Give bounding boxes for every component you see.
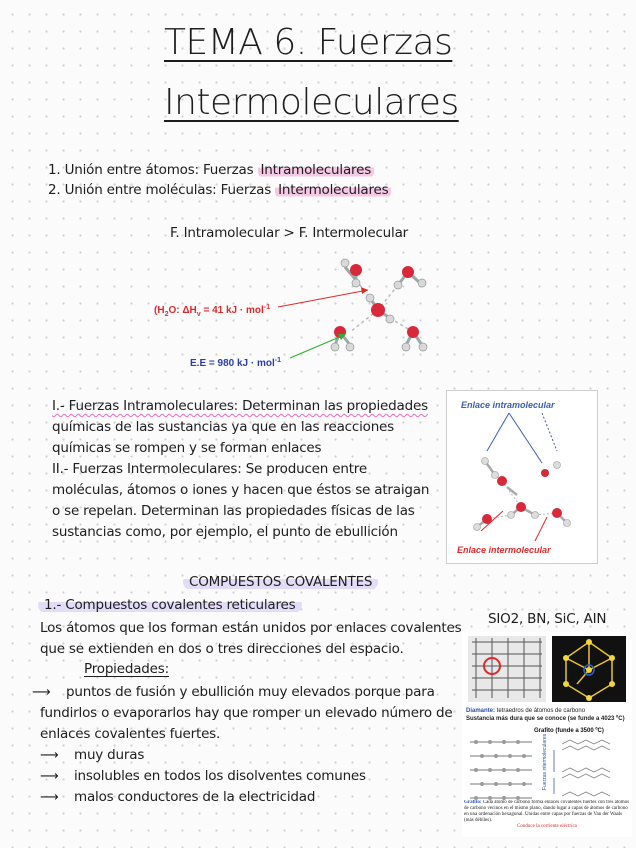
def-line-5: moléculas, átomos o iones y hacen que éstos se atraigan xyxy=(52,482,430,498)
property-2 xyxy=(40,747,144,763)
def-line-4: II.- Fuerzas Intermoleculares: Se producen entre xyxy=(52,461,367,477)
properties-heading xyxy=(84,661,169,677)
intro-item-2-text: 2. Unión entre moléculas: Fuerzas xyxy=(48,182,276,198)
section-heading-text: COMPUESTOS COVALENTES xyxy=(183,574,378,590)
graphite-header: Grafito (funde a 3500 ºC) xyxy=(534,728,604,734)
examples-list: SIO2, BN, SiC, AIN xyxy=(488,611,607,627)
def-line-1 xyxy=(52,398,428,414)
bond-types-figure xyxy=(446,390,598,564)
covalent-desc-2: que se extienden en dos o tres direcciones del espacio. xyxy=(40,641,404,657)
property-2-text: muy duras xyxy=(74,747,145,763)
arrow-icon: ⟶ xyxy=(40,748,59,763)
intro-item-2-highlight: Intermoleculares xyxy=(275,182,391,198)
def-line-7: sustancias como, por ejemplo, el punto de ebullición xyxy=(52,524,398,540)
subsection-heading xyxy=(38,597,302,613)
arrow-icon: ⟶ xyxy=(40,790,59,805)
property-4-text: malos conductores de la electricidad xyxy=(74,789,316,805)
diamond-caption-2: Sustancia más dura que se conoce (se funde a 4023 ºC) xyxy=(466,716,625,722)
crystal-structures-figure xyxy=(462,632,632,837)
property-1-cont-a: fundirlos o evaporarlos hay que romper un elevado número de xyxy=(40,705,453,721)
property-3-text: insolubles en todos los disolventes comunes xyxy=(74,768,366,784)
bond-energy-label: E.E = 980 kJ · mol$^{-1}$ xyxy=(190,357,281,369)
graphite-caption-title: Grafito: xyxy=(464,800,482,805)
graphite-conductivity-note: Conduce la corriente eléctrica xyxy=(517,824,577,829)
properties-heading-text: Propiedades: xyxy=(84,661,169,677)
intramolecular-bond-label: Enlace intramolecular xyxy=(461,400,555,410)
covalent-desc-1: Los átomos que los forman están unidos por enlaces covalentes xyxy=(40,620,462,636)
intro-item-1-text: 1. Unión entre átomos: Fuerzas xyxy=(48,162,258,178)
property-4 xyxy=(40,789,315,805)
h2o-enthalpy-label: ($H_2O$: $\Delta H_v = 41$ kJ · mol$^{-1}$ xyxy=(154,304,271,318)
diamond-caption: Diamante: tetraedros de átomos de carbono xyxy=(466,708,586,714)
page-title-line2: Intermoleculares xyxy=(164,82,459,123)
intro-item-2 xyxy=(48,182,391,198)
property-1 xyxy=(32,684,435,700)
subsection-heading-text: 1.- Compuestos covalentes reticulares xyxy=(38,597,302,613)
intro-item-1-highlight: Intramoleculares xyxy=(258,162,375,178)
intro-item-1 xyxy=(48,162,374,178)
intermolecular-bond-label: Enlace intermolecular xyxy=(457,545,551,555)
def-line-6: o se repelan. Determinan las propiedades físicas de las xyxy=(52,503,415,519)
def-line-1-text: I.- Fuerzas Intramoleculares: Determinan las propiedades xyxy=(52,398,428,414)
def-line-3: químicas se rompen y se forman enlaces xyxy=(52,440,322,456)
intermolecular-forces-label: Fuerzas intermoleculares xyxy=(542,733,548,790)
property-1-cont-b: enlaces covalentes fuertes. xyxy=(40,726,221,742)
arrow-icon: ⟶ xyxy=(40,769,59,784)
graphite-caption-text: Cada átomo de carbono forma enlaces covalentes fuertes con tres átomos de carbono vecinos en el mismo plano, dando lugar a capas de átomos de carbono en una ordenación hexagonal. Unidas entre capas por fuerzas de Van der Waals (más débiles). xyxy=(464,800,630,823)
water-molecules-figure xyxy=(150,250,450,380)
page-title-line1: TEMA 6. Fuerzas xyxy=(164,22,453,63)
section-heading xyxy=(183,574,378,590)
force-comparison: F. Intramolecular > F. Intermolecular xyxy=(170,225,408,241)
property-1-text: puntos de fusión y ebullición muy elevados porque para xyxy=(66,684,435,700)
arrow-icon: ⟶ xyxy=(32,685,51,700)
property-3 xyxy=(40,768,366,784)
def-line-2: químicas de las sustancias ya que en las reacciones xyxy=(52,419,394,435)
